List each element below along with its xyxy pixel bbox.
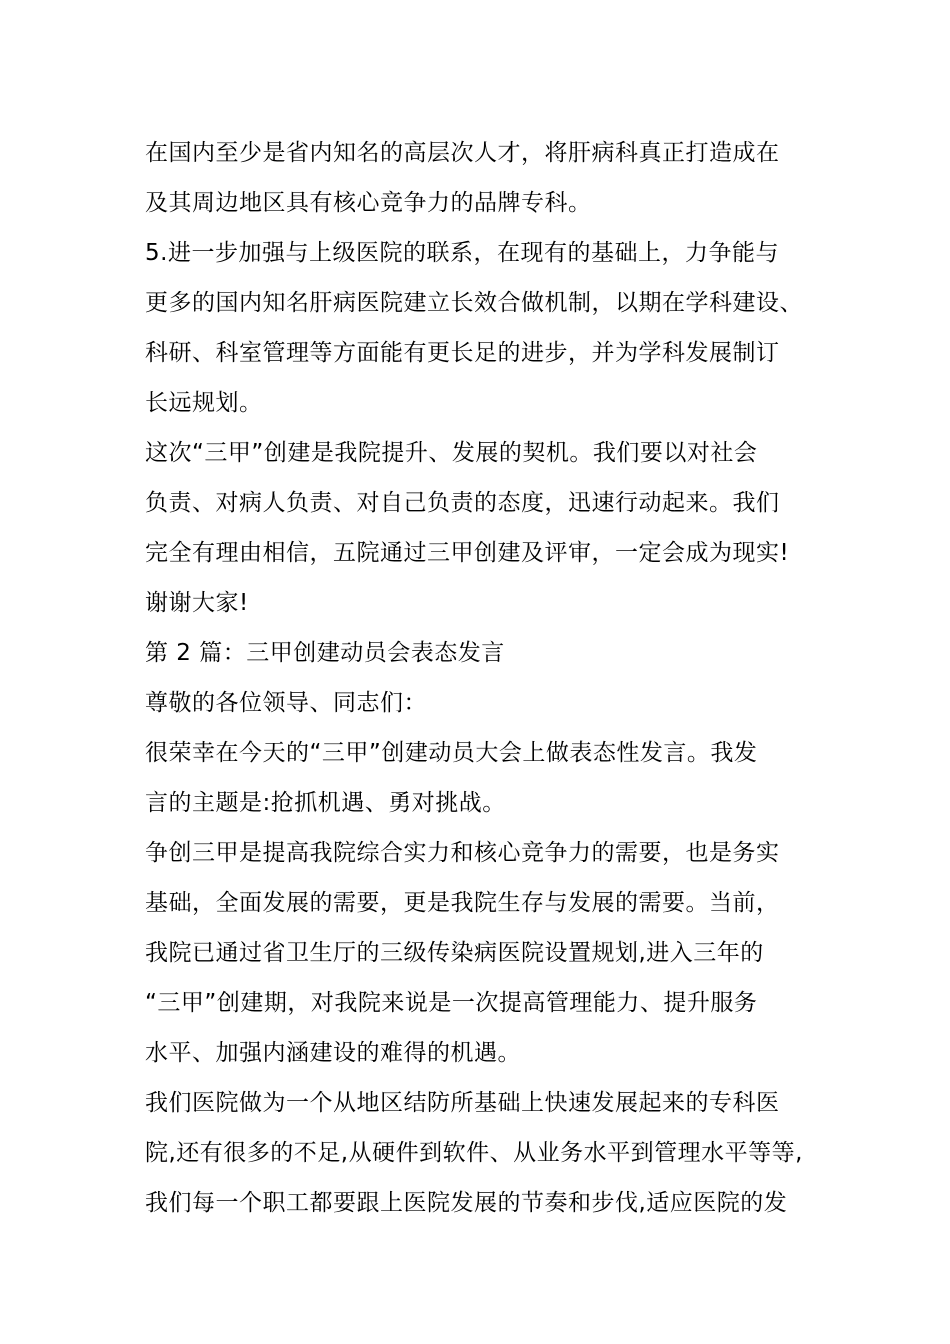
text-line: 在国内至少是省内知名的高层次人才，将肝病科真正打造成在 [145, 140, 780, 166]
text-line: 院,还有很多的不足,从硬件到软件、从业务水平到管理水平等等, [145, 1140, 803, 1166]
text-line: 负责、对病人负责、对自己负责的态度，迅速行动起来。我们 [145, 490, 780, 516]
text-line: 及其周边地区具有核心竞争力的品牌专科。 [145, 190, 592, 216]
text-line: 我们医院做为一个从地区结防所基础上快速发展起来的专科医 [145, 1090, 780, 1116]
salutation: 尊敬的各位领导、同志们： [145, 690, 427, 716]
text-line: 科研、科室管理等方面能有更长足的进步，并为学科发展制订 [145, 340, 780, 366]
text-line: “三甲”创建期，对我院来说是一次提高管理能力、提升服务 [145, 990, 758, 1016]
text-line: 言的主题是:抢抓机遇、勇对挑战。 [145, 790, 506, 816]
text-line: 争创三甲是提高我院综合实力和核心竞争力的需要，也是务实 [145, 840, 780, 866]
document-body [145, 128, 825, 1228]
section-heading: 第 2 篇：三甲创建动员会表态发言 [145, 640, 505, 666]
text-line: 基础，全面发展的需要，更是我院生存与发展的需要。当前， [145, 890, 780, 916]
text-line: 这次“三甲”创建是我院提升、发展的契机。我们要以对社会 [145, 440, 758, 466]
text-line: 完全有理由相信，五院通过三甲创建及评审，一定会成为现实! [145, 540, 790, 566]
text-line: 长远规划。 [145, 390, 263, 416]
text-line: 很荣幸在今天的“三甲”创建动员大会上做表态性发言。我发 [145, 740, 758, 766]
text-line: 我院已通过省卫生厅的三级传染病医院设置规划,进入三年的 [145, 940, 764, 966]
text-line: 更多的国内知名肝病医院建立长效合做机制，以期在学科建设、 [145, 290, 803, 316]
text-line: 谢谢大家! [145, 590, 249, 616]
text-line: 我们每一个职工都要跟上医院发展的节奏和步伐,适应医院的发 [145, 1190, 788, 1216]
text-line: 5.进一步加强与上级医院的联系，在现有的基础上，力争能与 [145, 240, 779, 266]
text-line: 水平、加强内涵建设的难得的机遇。 [145, 1040, 521, 1066]
